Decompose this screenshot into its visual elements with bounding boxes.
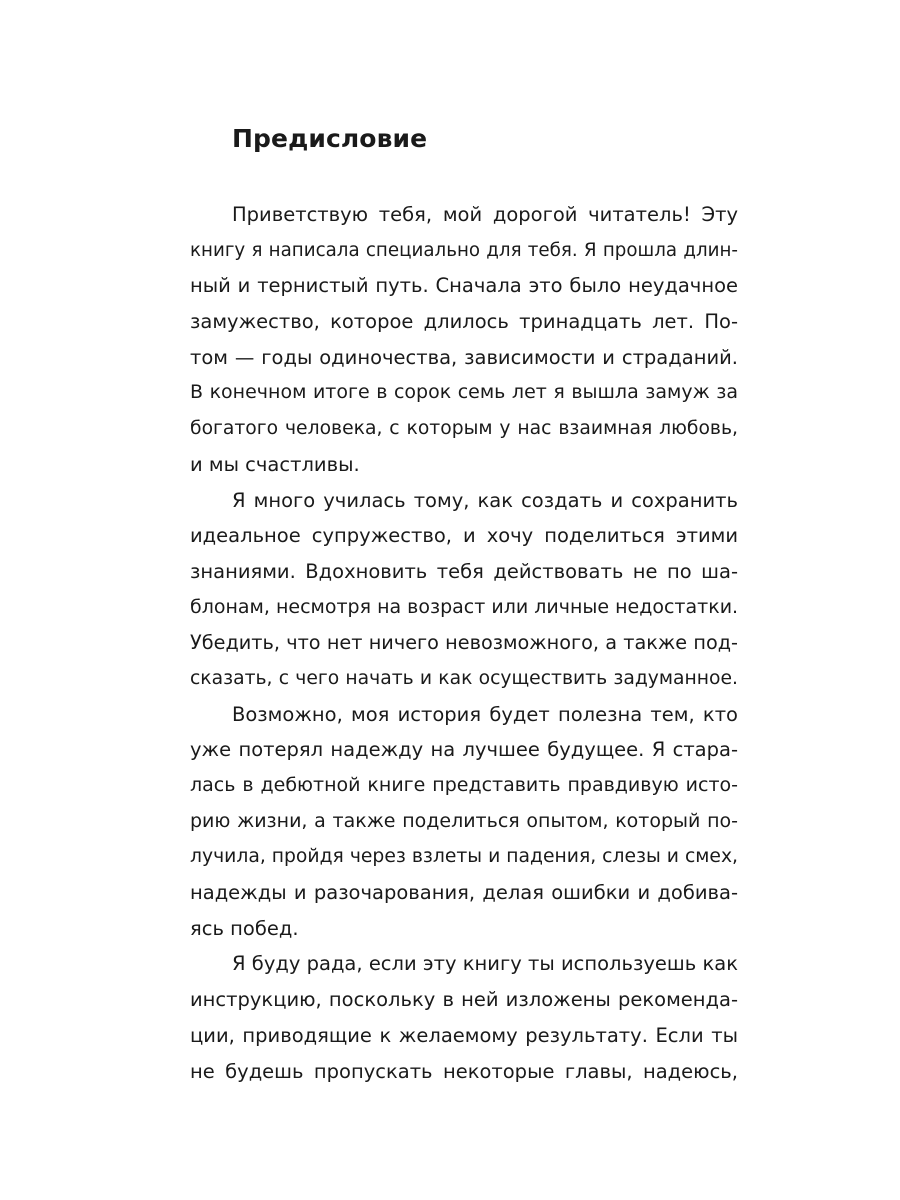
text-line: Возможно, моя история будет полезна тем, кто [232, 702, 738, 726]
text-line: инструкцию, поскольку в ней изложены рекоменда- [190, 988, 738, 1012]
text-line: В конечном итоге в сорок семь лет я вышла замуж за [190, 381, 738, 404]
text-line: ясь побед. [190, 916, 299, 940]
text-line: надежды и разочарования, делая ошибки и добива- [190, 881, 738, 905]
text-line: Приветствую тебя, мой дорогой читатель! Эту [232, 203, 738, 226]
text-line: уже потерял надежду на лучшее будущее. Я стара- [190, 738, 738, 762]
text-line: богатого человека, с которым у нас взаимная любовь, [190, 418, 738, 440]
text-line: Убедить, что нет ничего невозможного, а также под- [190, 631, 738, 655]
text-line: лучила, пройдя через взлеты и падения, слезы и смех, [190, 846, 738, 868]
text-line: Я буду рада, если эту книгу ты используешь как [232, 952, 738, 976]
text-line: лась в дебютной книге представить правдивую исто- [190, 774, 738, 796]
text-line: ный и тернистый путь. Сначала это было неудачное [190, 274, 738, 298]
paragraph [190, 697, 738, 947]
paragraph [190, 483, 738, 697]
chapter-heading: Предисловие [232, 124, 428, 153]
body-text [190, 197, 738, 1089]
text-line: замужество, которое длилось тринадцать лет. По- [190, 310, 738, 334]
text-line: ции, приводящие к желаемому результату. Если ты [190, 1023, 738, 1047]
paragraph [190, 197, 738, 483]
text-line: идеальное супружество, и хочу поделиться этими [190, 524, 738, 548]
text-line: Я много училась тому, как создать и сохранить [232, 488, 738, 512]
text-line: знаниями. Вдохновить тебя действовать не по ша- [190, 559, 738, 583]
text-line: сказать, с чего начать и как осуществить задуманное. [190, 667, 738, 689]
text-line: рию жизни, а также поделиться опытом, который по- [190, 809, 738, 832]
text-line: книгу я написала специально для тебя. Я прошла длин- [190, 239, 738, 261]
text-line: блонам, несмотря на возраст или личные недостатки. [190, 595, 739, 618]
paragraph [190, 946, 738, 1089]
text-line: и мы счастливы. [190, 452, 360, 476]
text-line: не будешь пропускать некоторые главы, надеюсь, [190, 1059, 738, 1083]
text-line: том — годы одиночества, зависимости и страданий. [190, 345, 738, 369]
